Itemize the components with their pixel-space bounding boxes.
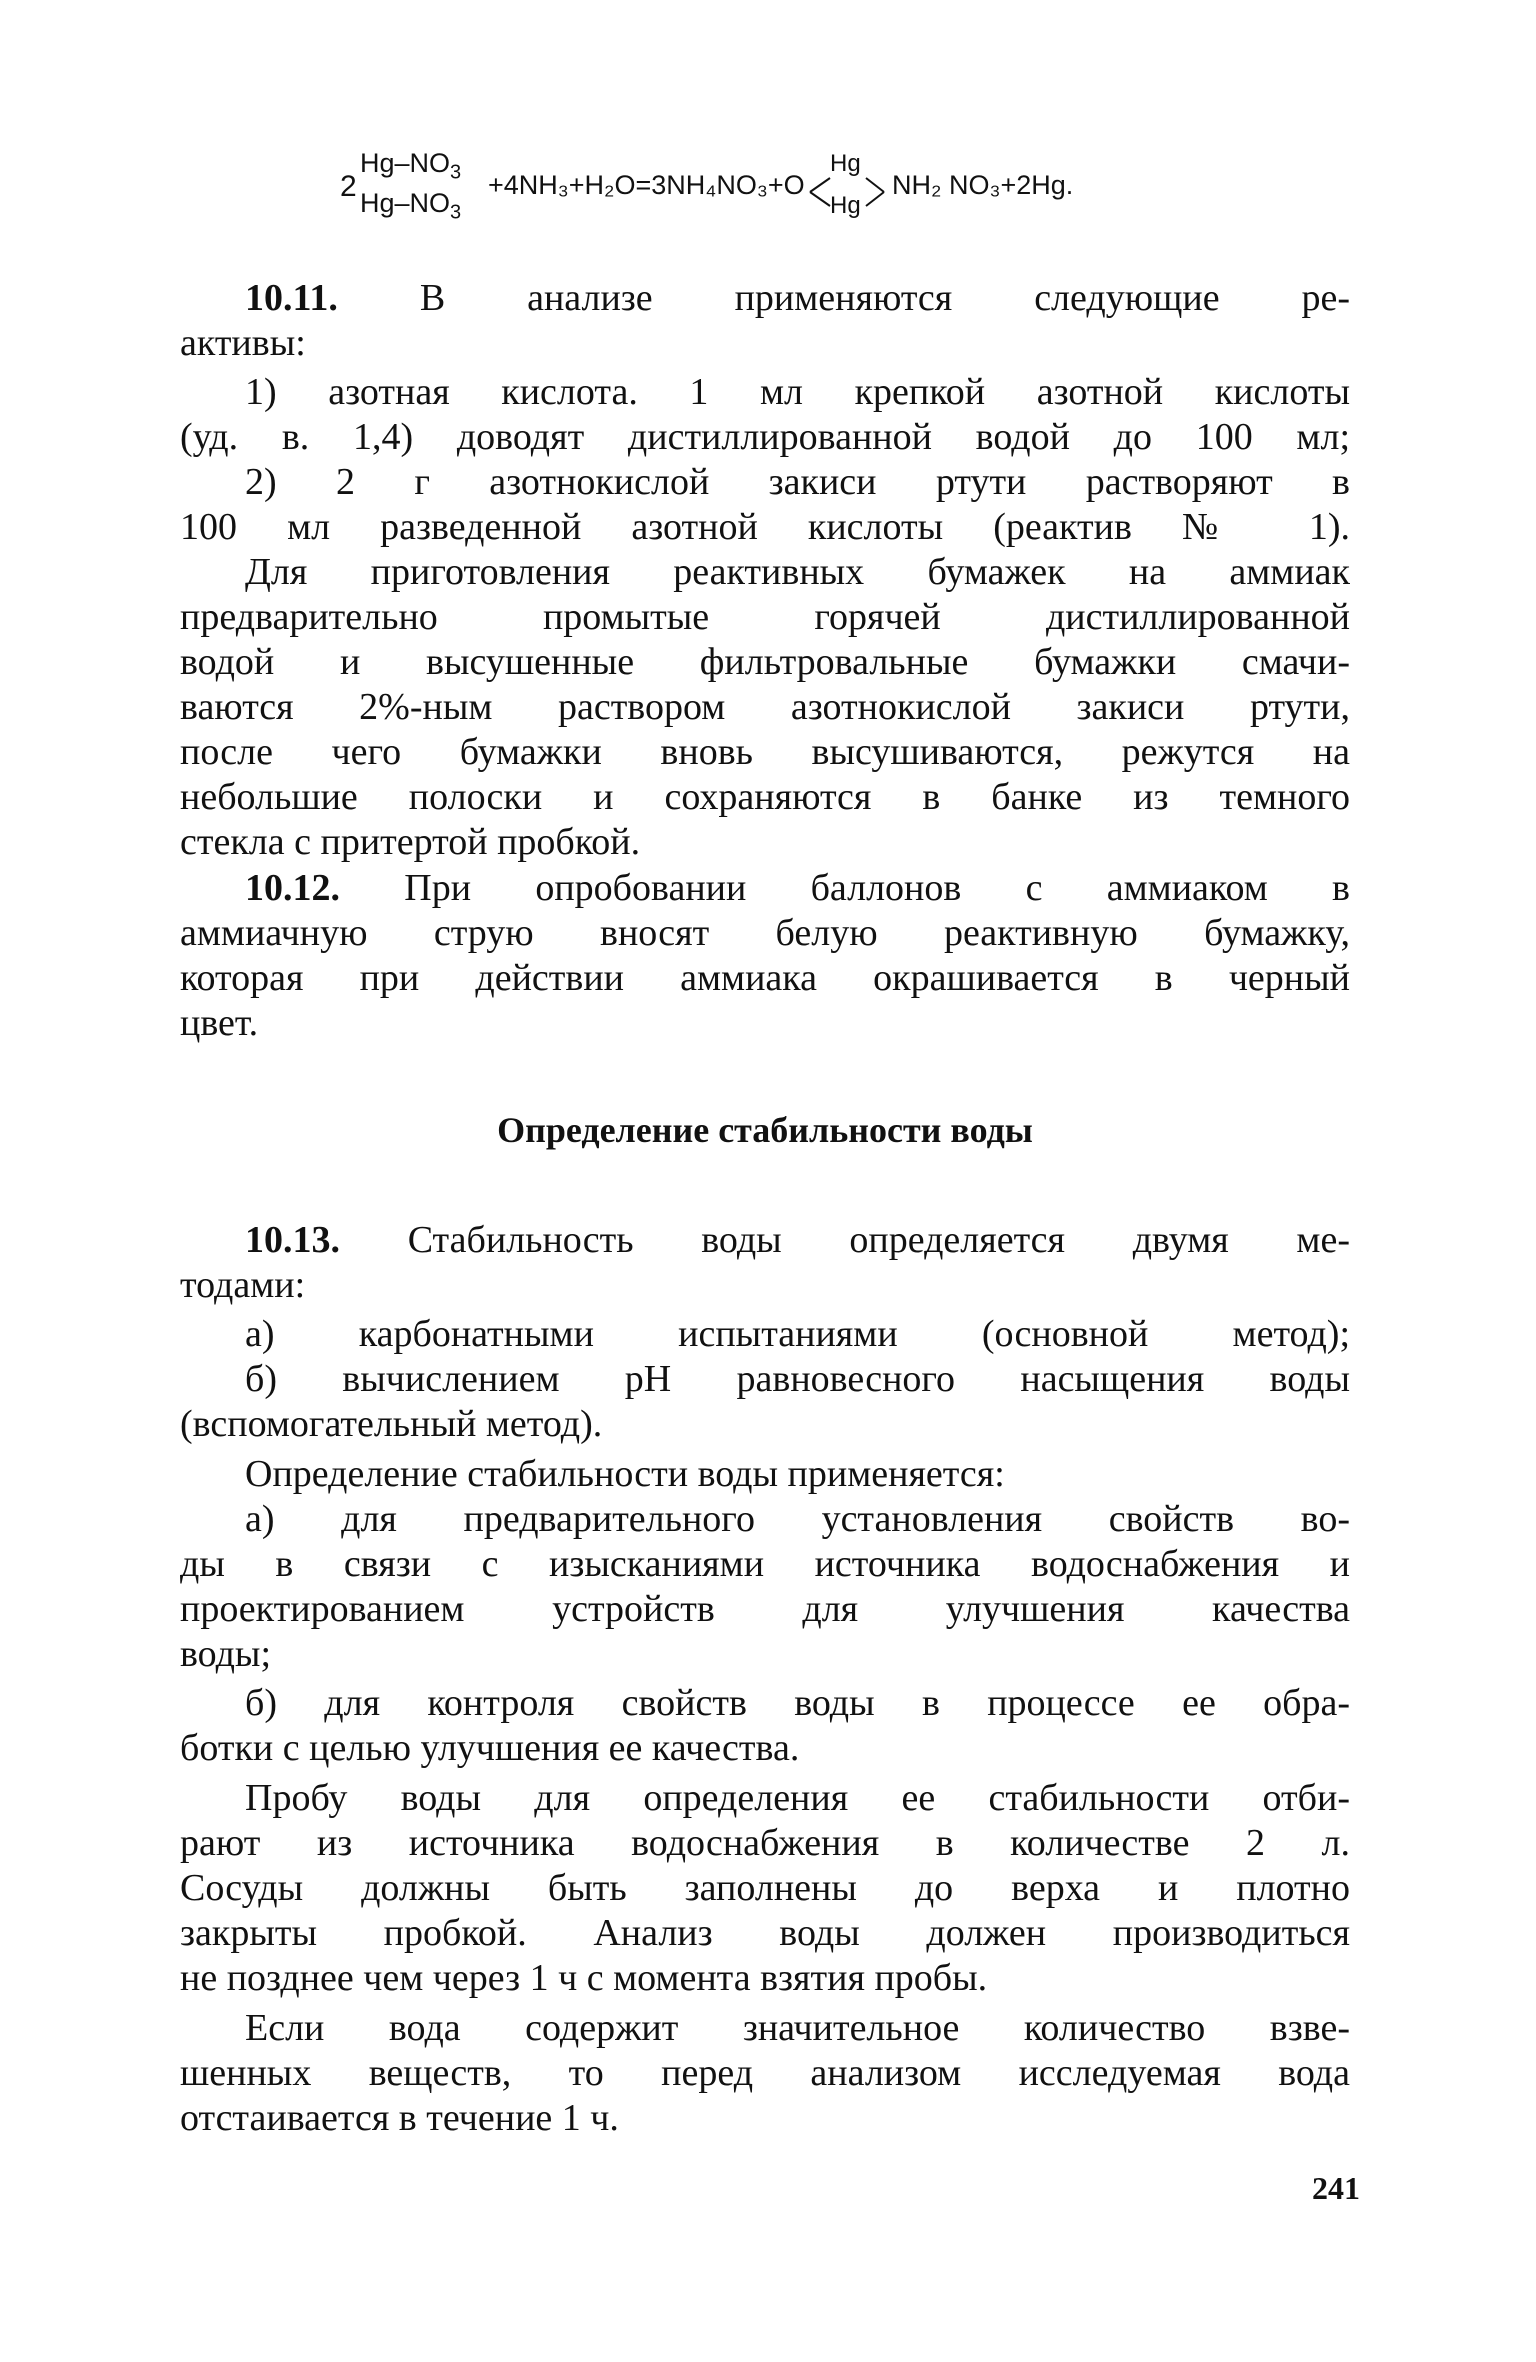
text-line: ваются 2%-ным раствором азотнокислой закиси ртути, — [180, 686, 1350, 728]
section-heading: Определение стабильности воды — [497, 1110, 1033, 1150]
text-line: ботки с целью улучшения ее качества. — [180, 1727, 800, 1769]
equation-bond-lines — [808, 172, 888, 212]
text-line: которая при действии аммиака окрашивается в черный — [180, 957, 1350, 999]
equation-tail: NH₂ NO₃+2Hg. — [892, 170, 1074, 200]
text-line: водой и высушенные фильтровальные бумажки смачи- — [180, 641, 1350, 683]
text-line: закрыты пробкой. Анализ воды должен производиться — [180, 1912, 1350, 1954]
text-line: б) для контроля свойств воды в процессе ее обра- — [245, 1682, 1350, 1724]
text-line: (вспомогательный метод). — [180, 1403, 603, 1445]
equation-hg-upper: Hg — [830, 150, 861, 177]
equation-coefficient: 2 — [340, 170, 357, 203]
text-line: аммиачную струю вносят белую реактивную бумажку, — [180, 912, 1350, 954]
equation-hg-lower: Hg — [830, 192, 861, 219]
text-line: рают из источника водоснабжения в количестве 2 л. — [180, 1822, 1350, 1864]
text-line: 1) азотная кислота. 1 мл крепкой азотной кислоты — [245, 371, 1350, 413]
text-line: Для приготовления реактивных бумажек на аммиак — [245, 551, 1350, 593]
text-line: а) карбонатными испытаниями (основной метод); — [245, 1313, 1350, 1355]
text-line: проектированием устройств для улучшения качества — [180, 1588, 1350, 1630]
equation-hg-no3-bottom: $Hg-NO_3$ — [360, 188, 462, 224]
text-line: активы: — [180, 322, 306, 364]
paragraph-10-11-line: 10.11. В анализе применяются следующие ре- — [245, 277, 1351, 319]
paragraph-10-13-line: 10.13. Стабильность воды определяется двумя ме- — [245, 1219, 1350, 1261]
text-line: 2) 2 г азотнокислой закиси ртути растворяют в — [245, 461, 1350, 503]
text-line: отстаивается в течение 1 ч. — [180, 2097, 619, 2139]
text-line: небольшие полоски и сохраняются в банке из темного — [180, 776, 1350, 818]
equation-hg-no3-top: $Hg-NO_3$ — [360, 148, 462, 184]
text-line: Определение стабильности воды применяется: — [245, 1453, 1005, 1495]
text-line: тодами: — [180, 1264, 306, 1306]
text-line: б) вычислением pH равновесного насыщения воды — [245, 1358, 1350, 1400]
paragraph-10-12-line: 10.12. При опробовании баллонов с аммиаком в — [245, 867, 1351, 909]
text-line: после чего бумажки вновь высушиваются, режутся на — [180, 731, 1350, 773]
book-page — [180, 0, 1360, 2362]
text-line: (уд. в. 1,4) доводят дистиллированной водой до 100 мл; — [180, 416, 1350, 458]
text-line: предварительно промытые горячей дистиллированной — [180, 596, 1350, 638]
text-line: а) для предварительного установления свойств во- — [245, 1498, 1350, 1540]
text-line: воды; — [180, 1633, 272, 1675]
text-line: ды в связи с изысканиями источника водоснабжения и — [180, 1543, 1350, 1585]
text-line: Если вода содержит значительное количество взве- — [245, 2007, 1350, 2049]
text-line: Сосуды должны быть заполнены до верха и плотно — [180, 1867, 1350, 1909]
page-number: 241 — [1312, 2170, 1360, 2206]
equation-middle: +4NH₃+H₂O=3NH₄NO₃+O — [488, 170, 805, 200]
text-line: стекла с притертой пробкой. — [180, 821, 641, 863]
text-line: не позднее чем через 1 ч с момента взятия пробы. — [180, 1957, 988, 1999]
text-line: шенных веществ, то перед анализом исследуемая вода — [180, 2052, 1350, 2094]
text-line: 100 мл разведенной азотной кислоты (реактив № 1). — [180, 506, 1350, 548]
chemical-equation — [340, 148, 1240, 248]
text-line: Пробу воды для определения ее стабильности отби- — [245, 1777, 1350, 1819]
text-line: цвет. — [180, 1002, 259, 1044]
